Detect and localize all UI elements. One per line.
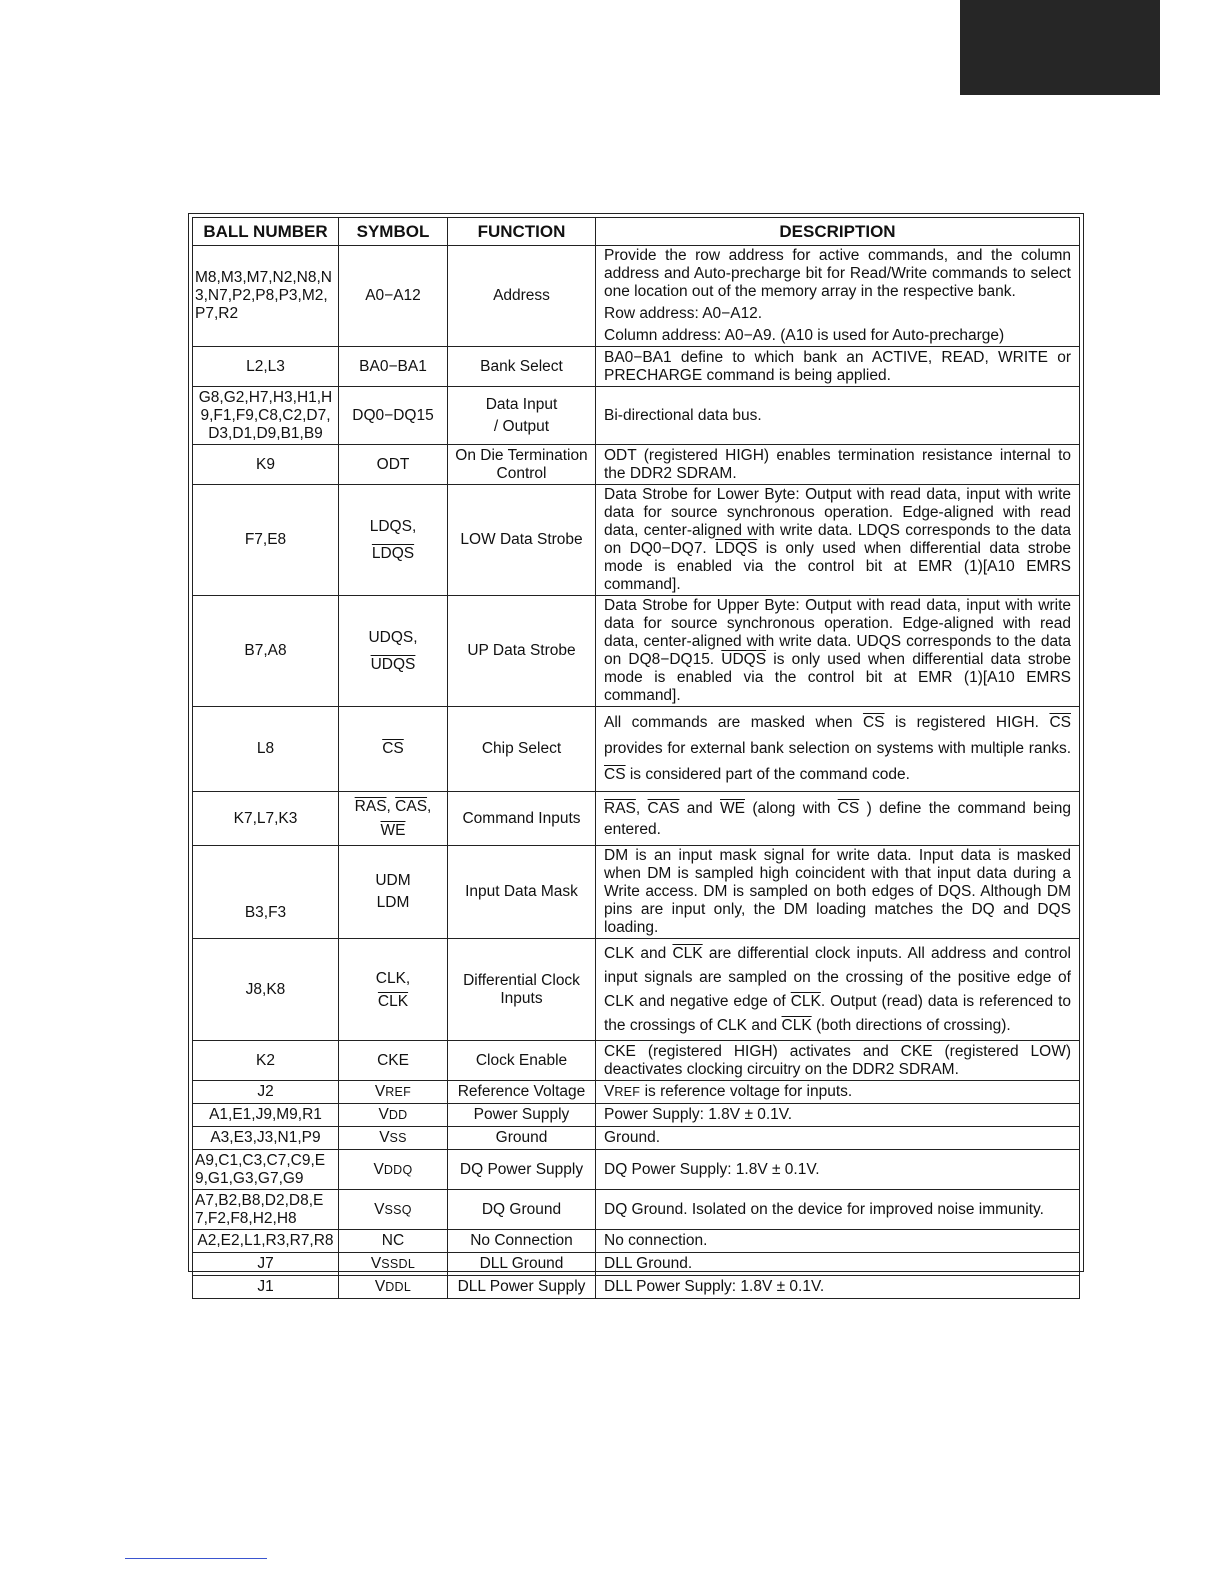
corner-block bbox=[960, 0, 1160, 95]
symbol-cell bbox=[339, 596, 448, 707]
description-cell: DQ Power Supply: 1.8V ± 0.1V. bbox=[596, 1150, 1080, 1190]
symbol-text-overbar: $\overline{WE}$ bbox=[380, 821, 406, 839]
symbol-text: V bbox=[374, 1083, 386, 1100]
table-row bbox=[193, 792, 1080, 846]
description-cell: Power Supply: 1.8V ± 0.1V. bbox=[596, 1104, 1080, 1127]
symbol-text: LDQS, bbox=[369, 518, 417, 535]
description-text: CLK and bbox=[604, 944, 667, 962]
function-cell: DQ Ground bbox=[448, 1190, 596, 1230]
ball-cell: J1 bbox=[193, 1276, 339, 1299]
description-cell: Bi-directional data bus. bbox=[596, 387, 1080, 445]
symbol-subscript: SS bbox=[389, 1131, 407, 1145]
symbol-text: V bbox=[379, 1129, 390, 1146]
function-cell: Clock Enable bbox=[448, 1041, 596, 1081]
symbol-text-overbar: $\overline{CAS}$ bbox=[395, 797, 428, 815]
description-cell bbox=[596, 939, 1080, 1041]
symbol-text-overbar: UDQS bbox=[370, 656, 416, 673]
ball-cell: A2,E2,L1,R3,R7,R8 bbox=[193, 1230, 339, 1253]
description-cell: CKE (registered HIGH) activates and CKE (registered LOW) deactivates clocking circuitry on the DDR2 SDRAM. bbox=[596, 1041, 1080, 1081]
function-cell: Ground bbox=[448, 1127, 596, 1150]
ball-cell: G8,G2,H7,H3,H1,H9,F1,F9,C8,C2,D7,D3,D1,D9,B1,B9 bbox=[193, 387, 339, 445]
function-cell: Input Data Mask bbox=[448, 846, 596, 939]
description-overbar-text: $\overline{CAS}$ bbox=[647, 799, 680, 817]
description-cell bbox=[596, 707, 1080, 792]
description-cell: DQ Ground. Isolated on the device for improved noise immunity. bbox=[596, 1190, 1080, 1230]
description-text: ) define the command being entered. bbox=[604, 799, 1071, 838]
symbol-cell bbox=[339, 1190, 448, 1230]
pin-description-table-frame bbox=[188, 213, 1084, 1295]
function-cell: No Connection bbox=[448, 1230, 596, 1253]
description-cell: $\overline{RAS}$, $\overline{CAS}$ and $\overline{WE}$ (along with $\overline{CS}$ ) define the command being entered. bbox=[596, 792, 1080, 846]
table-row bbox=[193, 1041, 1080, 1081]
symbol-subscript: SSDL bbox=[381, 1257, 416, 1271]
description-overbar-text: $\overline{CLK}$ bbox=[781, 1016, 812, 1034]
table-row bbox=[193, 387, 1080, 445]
ball-cell: J7 bbox=[193, 1253, 339, 1276]
description-text: Data Strobe for Lower Byte: Output with read data, input with write data for source synchronous operation. Edge-aligned with read data, center-aligned with write data. LDQS corresponds to the data on DQ0−DQ7. bbox=[604, 486, 1071, 557]
ball-cell: K7,L7,K3 bbox=[193, 792, 339, 846]
table-row bbox=[193, 596, 1080, 707]
description-text: Provide the row address for active commands, and the column address and Auto-precharge bit for Read/Write commands to select one location out of the memory array in the respective bank. bbox=[604, 247, 1071, 300]
description-overbar-text: $\overline{CS}$ bbox=[862, 714, 885, 731]
description-text: All commands are masked when bbox=[604, 714, 853, 731]
function-cell: Bank Select bbox=[448, 347, 596, 387]
ball-cell: A1,E1,J9,M9,R1 bbox=[193, 1104, 339, 1127]
symbol-cell bbox=[339, 846, 448, 939]
ball-cell: M8,M3,M7,N2,N8,N3,N7,P2,P8,P3,M2,P7,R2 bbox=[193, 246, 339, 347]
table-row bbox=[193, 1253, 1080, 1276]
description-overbar-text: $\overline{CLK}$ bbox=[790, 992, 821, 1010]
ball-cell: B7,A8 bbox=[193, 596, 339, 707]
function-cell: Command Inputs bbox=[448, 792, 596, 846]
symbol-subscript: SSQ bbox=[384, 1202, 412, 1217]
symbol-cell bbox=[339, 485, 448, 596]
description-text: Data Strobe for Upper Byte: Output with read data, input with write data for source synchronous operation. Edge-aligned with read data, center-aligned with write data. UDQS corresponds to the data on DQ8−DQ15. bbox=[604, 597, 1071, 668]
function-cell: Address bbox=[448, 246, 596, 347]
description-text: Column address: A0−A9. (A10 is used for Auto-precharge) bbox=[604, 327, 1005, 344]
description-text: . Output (read) data is referenced to the crossings of CLK and bbox=[604, 992, 1071, 1034]
table-row bbox=[193, 1230, 1080, 1253]
description-cell: DLL Power Supply: 1.8V ± 0.1V. bbox=[596, 1276, 1080, 1299]
table-row bbox=[193, 846, 1080, 939]
table-row bbox=[193, 939, 1080, 1041]
ball-cell: A3,E3,J3,N1,P9 bbox=[193, 1127, 339, 1150]
table-row bbox=[193, 1127, 1080, 1150]
symbol-text-overbar: $\overline{RAS}$ bbox=[354, 797, 387, 815]
description-overbar-text: $\overline{CS}$ bbox=[837, 799, 860, 817]
function-cell: LOW Data Strobe bbox=[448, 485, 596, 596]
symbol-cell: DQ0−DQ15 bbox=[339, 387, 448, 445]
description-overbar-text: $\overline{WE}$ bbox=[720, 799, 745, 817]
table-row bbox=[193, 1150, 1080, 1190]
symbol-text: UDM bbox=[375, 872, 411, 889]
function-cell: UP Data Strobe bbox=[448, 596, 596, 707]
description-cell: Ground. bbox=[596, 1127, 1080, 1150]
description-overbar-text: LDQS bbox=[715, 540, 758, 557]
description-text: are differential clock inputs. All address and control input signals are sampled on the crossing of the positive edge of CLK and negative edge of bbox=[604, 944, 1071, 1010]
ball-cell: B3,F3 bbox=[193, 846, 339, 939]
description-text: provides for external bank selection on systems with multiple ranks. bbox=[604, 740, 1071, 757]
symbol-text: V bbox=[374, 1278, 386, 1295]
symbol-text-overbar: $\overline{CS}$ bbox=[382, 740, 404, 757]
function-text: / Output bbox=[493, 417, 550, 435]
symbol-cell bbox=[339, 1253, 448, 1276]
description-cell: ODT (registered HIGH) enables termination resistance internal to the DDR2 SDRAM. bbox=[596, 445, 1080, 485]
description-cell: No connection. bbox=[596, 1230, 1080, 1253]
symbol-cell: ODT bbox=[339, 445, 448, 485]
header-description: DESCRIPTION bbox=[596, 218, 1080, 246]
description-text: (along with bbox=[752, 799, 831, 817]
ball-cell: J2 bbox=[193, 1081, 339, 1104]
ball-cell: A7,B2,B8,D2,D8,E7,F2,F8,H2,H8 bbox=[193, 1190, 339, 1230]
function-cell: Reference Voltage bbox=[448, 1081, 596, 1104]
table-row bbox=[193, 347, 1080, 387]
symbol-subscript: DDQ bbox=[383, 1162, 413, 1177]
description-text: V bbox=[604, 1083, 615, 1100]
description-text: Row address: A0−A12. bbox=[604, 305, 763, 322]
symbol-cell: BA0−BA1 bbox=[339, 347, 448, 387]
symbol-text: V bbox=[373, 1160, 384, 1178]
symbol-cell: $\overline{RAS}$, $\overline{CAS}$, $\overline{WE}$ bbox=[339, 792, 448, 846]
description-text: is reference voltage for inputs. bbox=[644, 1083, 853, 1100]
ball-cell: L2,L3 bbox=[193, 347, 339, 387]
symbol-text: V bbox=[370, 1255, 382, 1272]
symbol-text: V bbox=[374, 1200, 385, 1218]
function-cell: Differential Clock Inputs bbox=[448, 939, 596, 1041]
ball-cell: L8 bbox=[193, 707, 339, 792]
function-text: Data Input bbox=[485, 395, 558, 413]
description-cell: DLL Ground. bbox=[596, 1253, 1080, 1276]
symbol-cell: NC bbox=[339, 1230, 448, 1253]
function-cell: On Die Termination Control bbox=[448, 445, 596, 485]
table-row bbox=[193, 445, 1080, 485]
function-cell: Power Supply bbox=[448, 1104, 596, 1127]
function-cell: DLL Power Supply bbox=[448, 1276, 596, 1299]
table-row bbox=[193, 1190, 1080, 1230]
symbol-text: CLK, bbox=[375, 969, 411, 987]
footnote-rule bbox=[125, 1558, 267, 1559]
description-cell: DM is an input mask signal for write data. Input data is masked when DM is sampled high coincident with that input data during a Write access. DM is sampled on both edges of DQS. Although DM pins are input only, the DM loading matches the DQ and DQS loading. bbox=[596, 846, 1080, 939]
description-subscript: REF bbox=[614, 1085, 641, 1099]
ball-cell: K2 bbox=[193, 1041, 339, 1081]
function-cell: DLL Ground bbox=[448, 1253, 596, 1276]
header-symbol: SYMBOL bbox=[339, 218, 448, 246]
symbol-cell bbox=[339, 939, 448, 1041]
description-overbar-text: $\overline{RAS}$ bbox=[604, 799, 636, 817]
description-cell bbox=[596, 1081, 1080, 1104]
symbol-text-overbar: $\overline{CLK}$ bbox=[377, 992, 409, 1010]
description-text: is only used when differential data strobe mode is enabled via the control bit at EMR (1)[A10 EMRS command]. bbox=[604, 540, 1071, 593]
description-cell bbox=[596, 246, 1080, 347]
symbol-text-overbar: LDQS bbox=[371, 545, 415, 562]
function-cell: Chip Select bbox=[448, 707, 596, 792]
header-ball-number: BALL NUMBER bbox=[193, 218, 339, 246]
ball-cell: J8,K8 bbox=[193, 939, 339, 1041]
table-row bbox=[193, 485, 1080, 596]
symbol-cell bbox=[339, 1081, 448, 1104]
ball-cell: A9,C1,C3,C7,C9,E9,G1,G3,G7,G9 bbox=[193, 1150, 339, 1190]
table-row bbox=[193, 1276, 1080, 1299]
ball-cell: F7,E8 bbox=[193, 485, 339, 596]
symbol-cell bbox=[339, 1127, 448, 1150]
symbol-subscript: REF bbox=[385, 1085, 412, 1099]
symbol-text: LDM bbox=[376, 894, 410, 911]
description-overbar-text: $\overline{CS}$ bbox=[1049, 714, 1071, 731]
description-cell: BA0−BA1 define to which bank an ACTIVE, READ, WRITE or PRECHARGE command is being applied. bbox=[596, 347, 1080, 387]
ball-cell: K9 bbox=[193, 445, 339, 485]
description-text: is only used when differential data strobe mode is enabled via the control bit at EMR (1)[A10 EMRS command]. bbox=[604, 651, 1071, 704]
description-text: is considered part of the command code. bbox=[629, 766, 910, 783]
table-row bbox=[193, 1081, 1080, 1104]
symbol-cell: A0−A12 bbox=[339, 246, 448, 347]
symbol-subscript: DDL bbox=[385, 1280, 412, 1294]
pin-description-table bbox=[192, 217, 1080, 1299]
description-text: and bbox=[686, 799, 713, 817]
symbol-cell bbox=[339, 1150, 448, 1190]
header-function: FUNCTION bbox=[448, 218, 596, 246]
description-overbar-text: UDQS bbox=[721, 651, 767, 668]
symbol-text: V bbox=[378, 1106, 389, 1123]
table-header-row bbox=[193, 218, 1080, 246]
symbol-subscript: DD bbox=[388, 1108, 408, 1122]
symbol-cell bbox=[339, 707, 448, 792]
description-text: (both directions of crossing). bbox=[815, 1016, 1011, 1034]
description-text: is registered HIGH. bbox=[894, 714, 1039, 731]
description-cell bbox=[596, 485, 1080, 596]
symbol-cell: CKE bbox=[339, 1041, 448, 1081]
description-cell bbox=[596, 596, 1080, 707]
function-cell: DQ Power Supply bbox=[448, 1150, 596, 1190]
symbol-cell bbox=[339, 1276, 448, 1299]
table-row bbox=[193, 707, 1080, 792]
table-row bbox=[193, 1104, 1080, 1127]
symbol-cell bbox=[339, 1104, 448, 1127]
description-overbar-text: $\overline{CS}$ bbox=[604, 766, 626, 783]
table-row bbox=[193, 246, 1080, 347]
description-overbar-text: $\overline{CLK}$ bbox=[672, 944, 703, 962]
function-cell bbox=[448, 387, 596, 445]
symbol-text: UDQS, bbox=[368, 629, 418, 646]
